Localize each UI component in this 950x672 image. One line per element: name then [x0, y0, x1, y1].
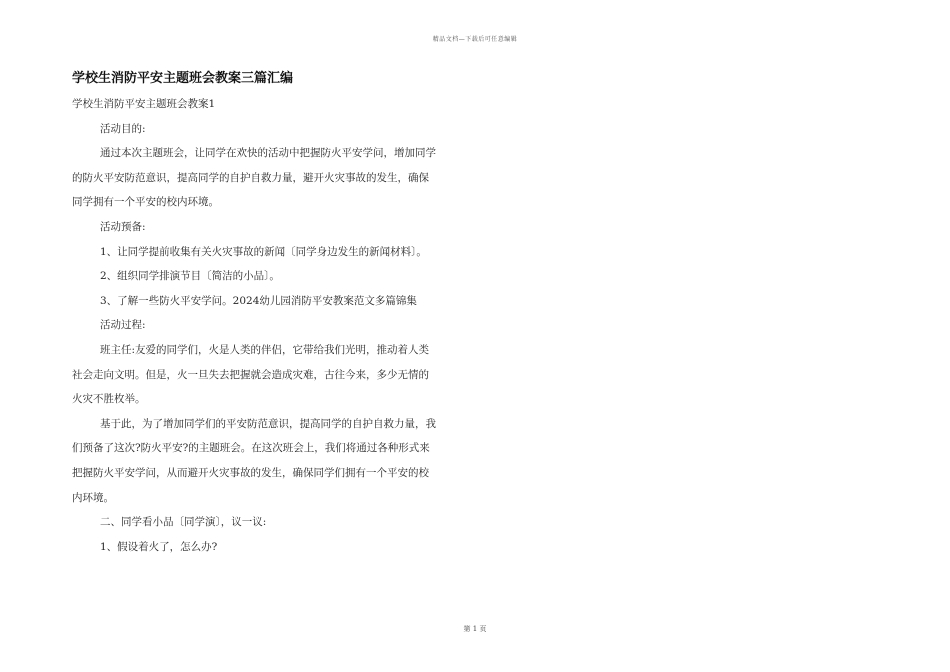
paragraph: 的防火平安防范意识，提高同学的自护自救力量，避开火灾事故的发生，确保 — [72, 171, 429, 184]
paragraph: 社会走向文明。但是，火一旦失去把握就会造成灾难，古往今来，多少无情的 — [72, 368, 429, 381]
paragraph: 3、了解一些防火平安学问。2024幼儿园消防平安教案范文多篇锦集 — [100, 294, 417, 307]
paragraph: 2、组织同学排演节目〔简洁的小品〕。 — [100, 270, 280, 283]
paragraph: 班主任:友爱的同学们，火是人类的伴侣，它带给我们光明，推动着人类 — [100, 343, 430, 356]
paragraph: 们预备了这次?防火平安?的主题班会。在这次班会上，我们将通过各种形式来 — [72, 442, 430, 455]
paragraph: 火灾不胜枚举。 — [72, 393, 146, 406]
paragraph: 把握防火平安学问，从而避开火灾事故的发生，确保同学们拥有一个平安的校 — [72, 466, 429, 479]
paragraph: 1、假设着火了，怎么办? — [100, 540, 218, 553]
header-note: 精品文档—下载后可任意编辑 — [432, 36, 518, 43]
paragraph: 同学拥有一个平安的校内环境。 — [72, 196, 219, 209]
document-title: 学校生消防平安主题班会教案三篇汇编 — [72, 71, 294, 86]
document-body — [72, 92, 472, 559]
paragraph: 通过本次主题班会，让同学在欢快的活动中把握防火平安学问，增加同学 — [100, 147, 436, 160]
paragraph: 活动目的: — [100, 122, 146, 135]
paragraph: 活动预备: — [100, 220, 146, 233]
paragraph: 二、同学看小品〔同学演〕，议一议: — [100, 516, 267, 529]
paragraph: 1、让同学提前收集有关火灾事故的新闻〔同学身边发生的新闻材料〕。 — [100, 245, 427, 258]
paragraph: 基于此，为了增加同学们的平安防范意识，提高同学的自护自救力量，我 — [100, 417, 436, 430]
page-number: 第 1 页 — [463, 625, 487, 633]
paragraph: 内环境。 — [72, 491, 114, 504]
paragraph: 活动过程: — [100, 319, 146, 332]
paragraph: 学校生消防平安主题班会教案1 — [72, 98, 216, 110]
